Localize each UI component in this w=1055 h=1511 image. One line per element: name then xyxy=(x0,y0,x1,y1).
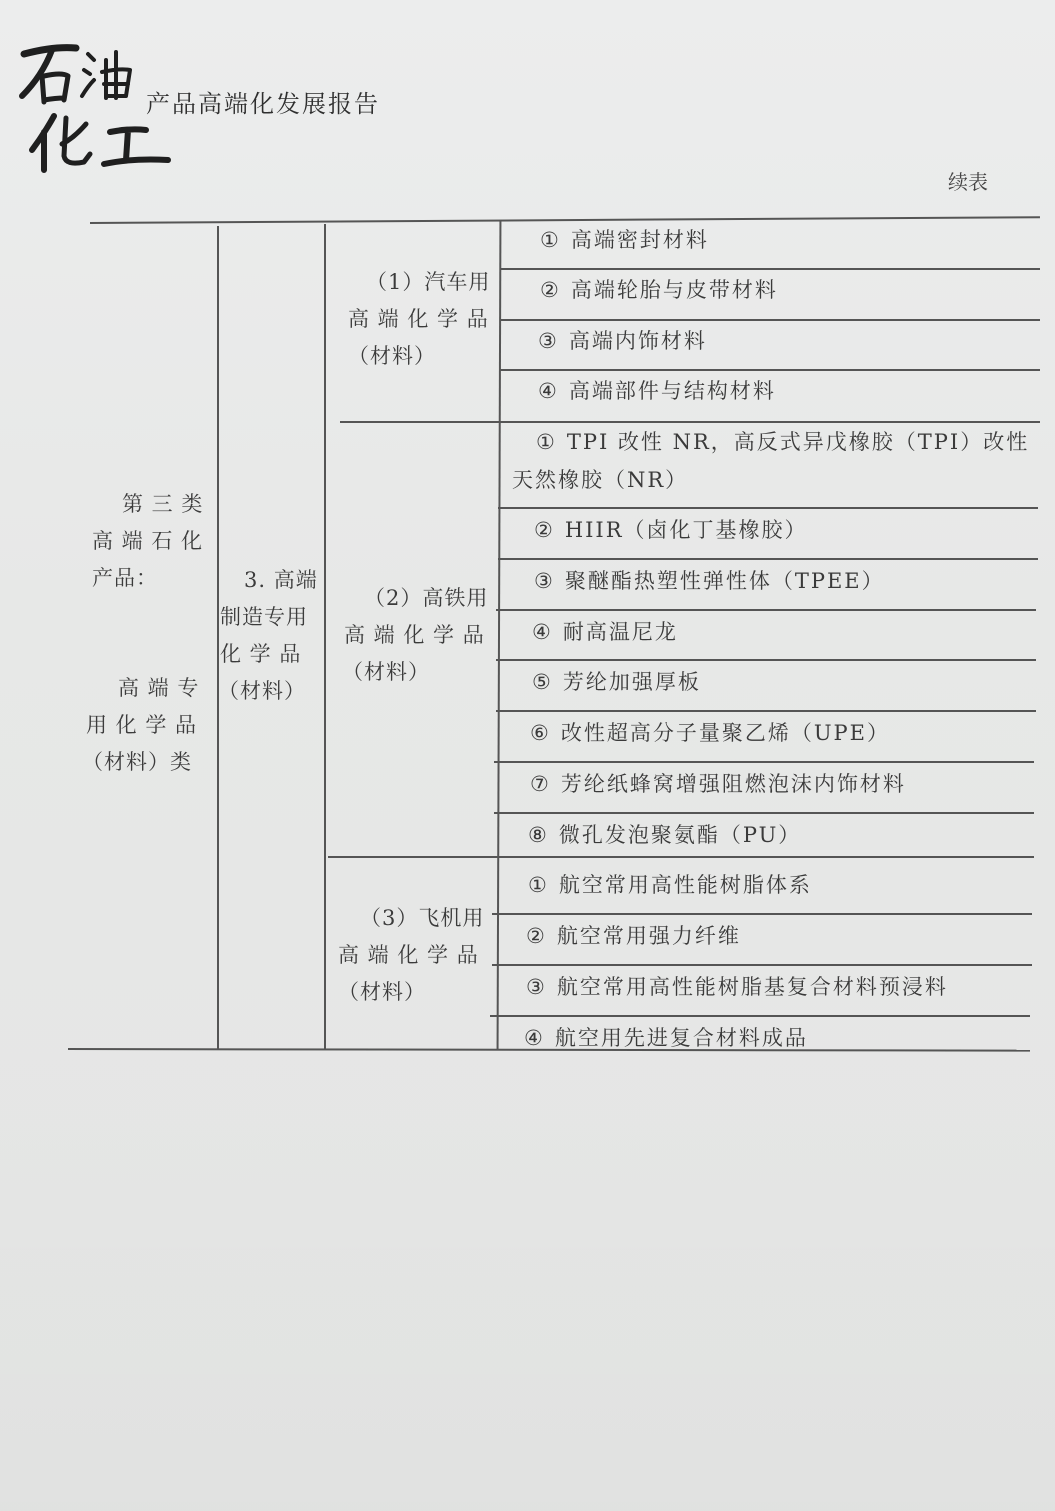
list-item: ③ 聚醚酯热塑性弹性体（TPEE） xyxy=(534,569,885,593)
subcategory-label: 3. 高端 xyxy=(244,568,318,592)
list-item: ① 航空常用高性能树脂体系 xyxy=(528,873,812,897)
list-item: ② 高端轮胎与皮带材料 xyxy=(540,278,778,302)
list-item: ⑥ 改性超高分子量聚乙烯（UPE） xyxy=(530,721,890,745)
category-label: 第 三 类 xyxy=(122,492,204,516)
list-item-continuation: 天然橡胶（NR） xyxy=(512,468,689,492)
group-label-automotive: 高 端 化 学 品 xyxy=(348,307,489,331)
list-item: ① TPI 改性 NR，高反式异戊橡胶（TPI）改性 xyxy=(536,430,1030,454)
subcategory-label: 化 学 品 xyxy=(220,642,302,666)
group-label-aircraft: （材料） xyxy=(338,980,426,1004)
list-item: ④ 耐高温尼龙 xyxy=(532,620,678,644)
list-item: ⑤ 芳纶加强厚板 xyxy=(532,670,701,694)
row-divider xyxy=(496,710,1036,712)
group-label-railway: （材料） xyxy=(342,660,430,684)
row-divider xyxy=(500,369,1040,371)
row-divider xyxy=(492,913,1032,915)
group-divider-2 xyxy=(328,856,1034,858)
list-item: ④ 航空用先进复合材料成品 xyxy=(524,1026,808,1050)
row-divider xyxy=(494,812,1034,814)
list-item: ⑦ 芳纶纸蜂窝增强阻燃泡沫内饰材料 xyxy=(530,772,906,796)
row-divider xyxy=(498,507,1038,509)
row-divider xyxy=(490,1015,1030,1017)
group-label-automotive: （材料） xyxy=(348,344,436,368)
col-divider-3 xyxy=(497,220,501,1050)
classification-table xyxy=(68,218,1040,1052)
group-label-aircraft: 高 端 化 学 品 xyxy=(338,943,479,967)
row-divider xyxy=(496,609,1036,611)
category-label: 高 端 专 xyxy=(118,676,200,700)
category-label: 用 化 学 品 xyxy=(86,713,198,737)
subcategory-label: 制造专用 xyxy=(220,605,308,629)
list-item: ② 航空常用强力纤维 xyxy=(526,924,741,948)
list-item: ④ 高端部件与结构材料 xyxy=(538,379,776,403)
row-divider xyxy=(496,659,1036,661)
group-label-railway: （2）高铁用 xyxy=(364,586,489,610)
subcategory-label: （材料） xyxy=(218,679,306,703)
row-divider xyxy=(498,558,1038,560)
group-label-automotive: （1）汽车用 xyxy=(366,270,491,294)
group-label-railway: 高 端 化 学 品 xyxy=(344,623,485,647)
list-item: ② HIIR（卤化丁基橡胶） xyxy=(534,518,808,542)
list-item: ① 高端密封材料 xyxy=(540,228,709,252)
report-title: 产品高端化发展报告 xyxy=(146,90,380,118)
group-divider-1 xyxy=(340,421,1040,423)
continued-label: 续表 xyxy=(948,170,988,194)
row-divider xyxy=(494,761,1034,763)
row-divider xyxy=(500,268,1040,270)
list-item: ⑧ 微孔发泡聚氨酯（PU） xyxy=(528,823,802,847)
category-label: 高 端 石 化 xyxy=(92,529,204,553)
table-top-rule xyxy=(90,216,1040,223)
category-label: （材料）类 xyxy=(82,750,192,774)
category-label: 产品： xyxy=(92,566,158,590)
row-divider xyxy=(500,319,1040,321)
list-item: ③ 航空常用高性能树脂基复合材料预浸料 xyxy=(526,975,948,999)
blank-page-area xyxy=(0,1060,1055,1511)
col-divider-2 xyxy=(324,224,326,1050)
list-item: ③ 高端内饰材料 xyxy=(538,329,707,353)
row-divider xyxy=(492,964,1032,966)
group-label-aircraft: （3）飞机用 xyxy=(360,906,485,930)
col-divider-1 xyxy=(217,226,219,1050)
